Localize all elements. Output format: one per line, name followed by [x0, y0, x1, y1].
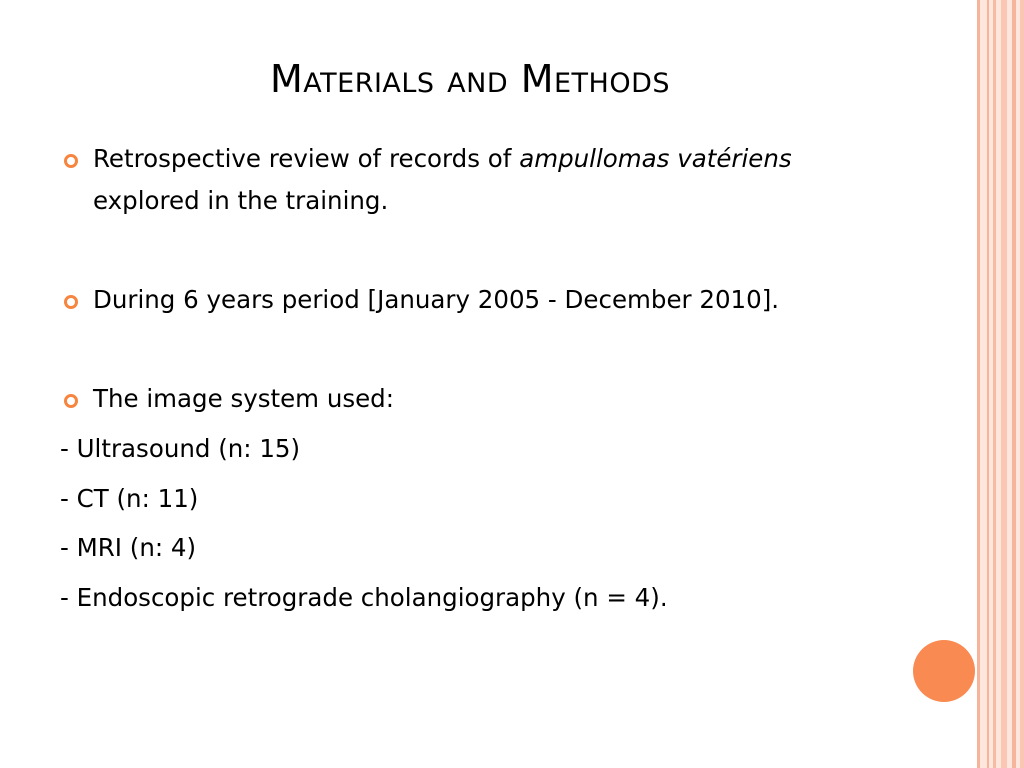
- bullet-1-text: Retrospective review of records of: [93, 144, 520, 173]
- bullet-ring-icon: [64, 394, 78, 408]
- bullet-3-text: The image system used:: [93, 384, 394, 413]
- bullet-2-text: During 6 years period [January 2005 - December 2010].: [93, 285, 780, 314]
- bullet-ring-icon: [64, 295, 78, 309]
- decorative-orange-circle: [913, 640, 975, 702]
- decorative-stripe: [1001, 0, 1007, 768]
- list-item: - MRI (n: 4): [60, 533, 197, 562]
- bullet-1-line-1: [93, 138, 792, 180]
- list-item: - CT (n: 11): [60, 484, 199, 513]
- list-item: - Endoscopic retrograde cholangiography (n = 4).: [60, 583, 668, 612]
- decorative-stripe: [1012, 0, 1016, 768]
- decorative-stripe: [977, 0, 980, 768]
- decorative-stripe: [987, 0, 989, 768]
- decorative-stripe: [993, 0, 996, 768]
- bullet-1-italic-term: ampullomas vatériens: [519, 144, 792, 173]
- bullet-1-line-2: explored in the training.: [93, 186, 389, 215]
- list-item: - Ultrasound (n: 15): [60, 434, 301, 463]
- bullet-ring-icon: [64, 154, 78, 168]
- slide-title: Materials and Methods: [269, 57, 671, 101]
- decorative-stripe: [1020, 0, 1024, 768]
